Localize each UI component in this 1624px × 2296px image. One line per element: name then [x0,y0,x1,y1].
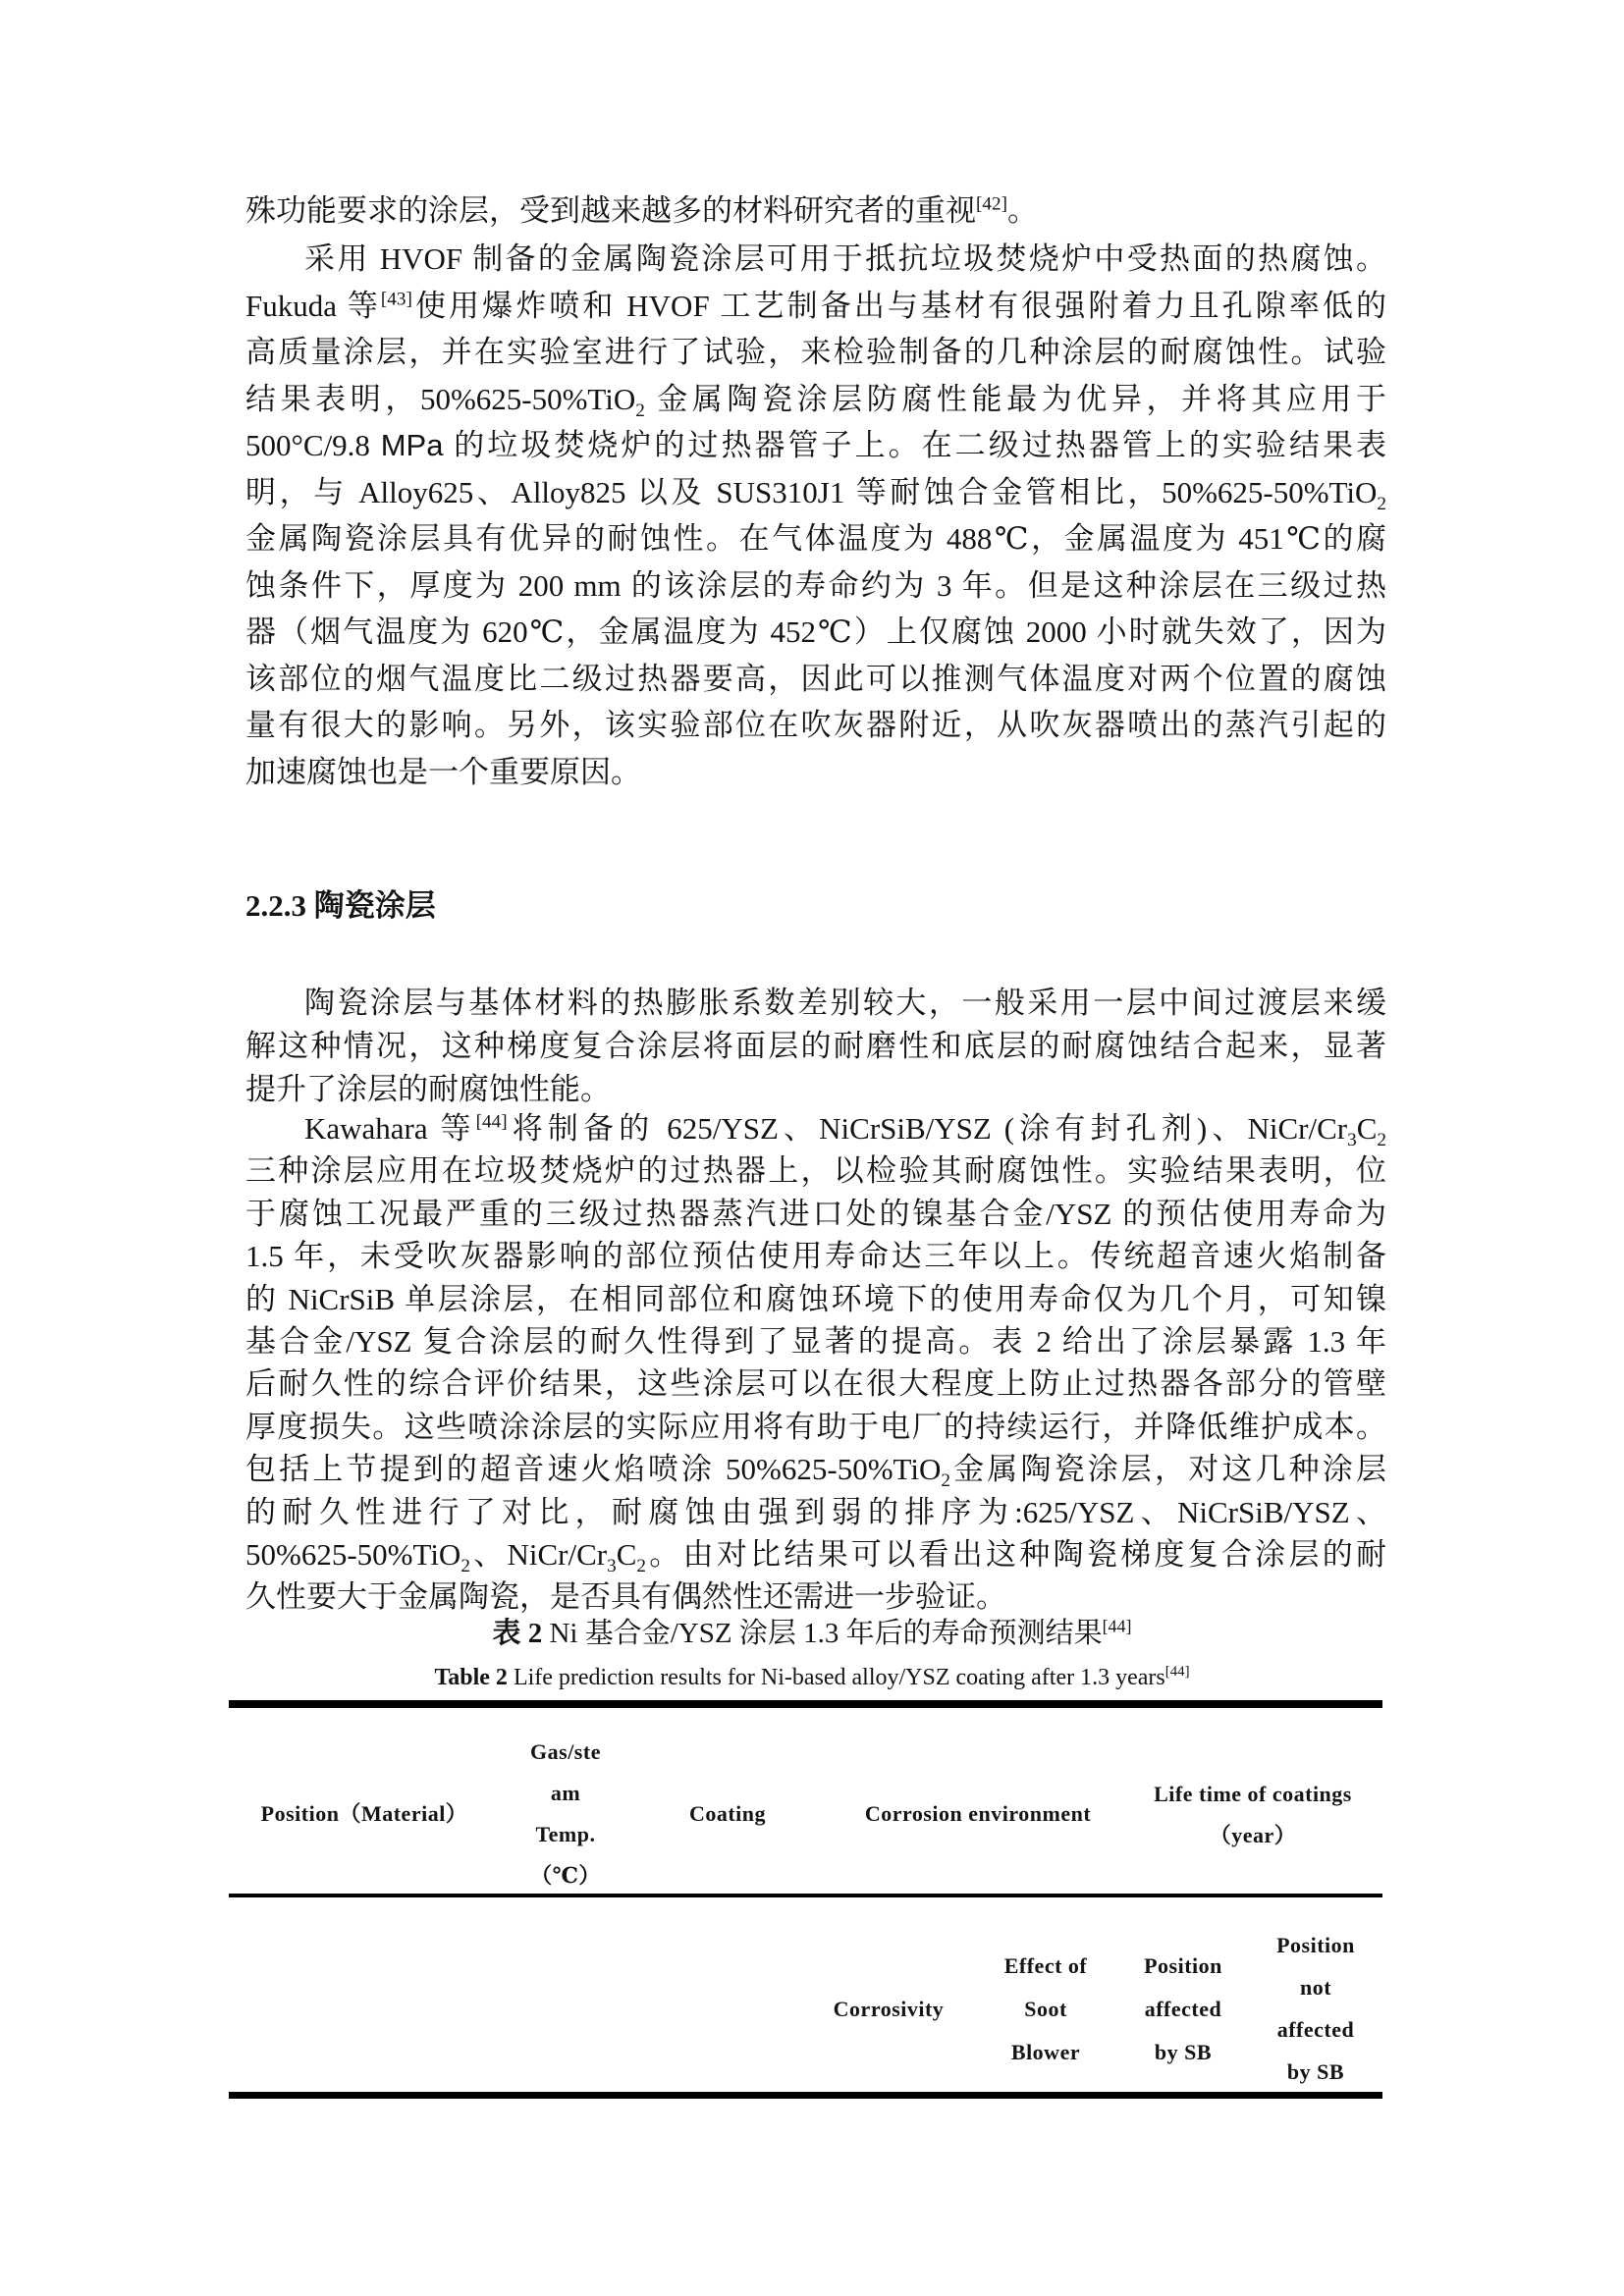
text-line [245,1533,1386,1575]
text-line [245,1362,1386,1405]
text-segment: 500°C/9.8 [245,428,381,462]
text-segment: 明，与 Alloy625、Alloy825 以及 SUS310J1 等耐蚀合金管相比，50%625-50%TiO [245,474,1378,509]
text-line [245,469,1386,516]
text-segment: 金属陶瓷涂层防腐性能最为优异，并将其应用于 [644,381,1386,416]
citation-ref: [44] [1164,1664,1190,1680]
text-segment: 解这种情况，这种梯度复合涂层将面层的耐磨性和底层的耐腐蚀结合起来，显著 [245,1029,1386,1063]
subscript: 2 [941,1470,950,1492]
text-segment: 结果表明，50%625-50%TiO [245,381,636,416]
text-line [245,188,1386,234]
subscript: 3 [1347,1130,1357,1151]
text-segment: C [1356,1111,1378,1146]
table-header-position-affected-by-sb: Position affected by SB [1144,1953,1222,2064]
text-segment: 于腐蚀工况最严重的三级过热器蒸汽进口处的镍基合金/YSZ 的预估使用寿命为 [245,1196,1386,1231]
citation-ref: [44] [1102,1616,1132,1636]
table-header-corrosion-environment: Corrosion environment [864,1801,1092,1826]
text-line [245,1448,1386,1490]
text-segment: Fukuda 等 [245,288,381,323]
text-line [245,656,1386,703]
text-line [245,1025,1386,1068]
text-line [245,982,1386,1025]
table-rule-top [229,1700,1382,1708]
text-segment: 使用爆炸喷和 HVOF 工艺制备出与基材有很强附着力且孔隙率低的 [411,288,1386,323]
table-header-corrosivity: Corrosivity [833,1997,945,2021]
text-line [245,376,1386,423]
text-segment: 加速腐蚀也是一个重要原因。 [245,754,641,789]
text-segment: 后耐久性的综合评价结果，这些涂层可以在很大程度上防止过热器各部分的管壁 [245,1366,1386,1402]
text-segment: MPa [380,428,444,462]
table-header-coating: Coating [688,1801,767,1826]
table-rule-middle [229,1894,1382,1897]
table-caption-en-text: Life prediction results for Ni-based alloy/YSZ coating after 1.3 years [507,1665,1165,1690]
text-segment: 1.5 年，未受吹灰器影响的部位预估使用寿命达三年以上。传统超音速火焰制备 [245,1239,1386,1274]
text-segment: 的耐久性进行了对比，耐腐蚀由强到弱的排序为:625/YSZ、NiCrSiB/YSZ、 [245,1494,1386,1529]
text-segment: 金属陶瓷涂层，对这几种涂层 [949,1452,1386,1487]
subscript: 2 [1377,493,1386,514]
text-segment: C [616,1537,637,1573]
text-line [245,1406,1386,1448]
text-line [245,609,1386,656]
text-segment: 基合金/YSZ 复合涂层的耐久性得到了显著的提高。表 2 给出了涂层暴露 1.3 年 [245,1324,1386,1360]
table-header-position-not-affected-by-sb: Position not affected by SB [1276,1933,1355,2084]
table-caption-en [0,1661,1624,1694]
text-segment: 殊功能要求的涂层，受到越来越多的材料研究者的重视 [245,193,976,228]
text-segment: 蚀条件下，厚度为 200 mm 的该涂层的寿命约为 3 年。但是这种涂层在三级过热 [245,567,1386,603]
text-line [245,236,1386,283]
table-header-position-material: Position（Material） [260,1801,468,1826]
text-line [245,1235,1386,1277]
text-segment: 。 [1007,193,1038,228]
text-segment: 金属陶瓷涂层具有优异的耐蚀性。在气体温度为 488℃，金属温度为 451℃的腐 [245,521,1386,556]
subscript: 2 [460,1556,470,1577]
text-line [245,1149,1386,1192]
text-segment: 的 NiCrSiB 单层涂层，在相同部位和腐蚀环境下的使用寿命仅为几个月，可知镍 [245,1281,1386,1316]
table-caption-zh-text: Ni 基合金/YSZ 涂层 1.3 年后的寿命预测结果 [542,1618,1103,1649]
text-line [245,329,1386,376]
paragraph-continuation [245,188,1386,234]
text-line [245,749,1386,796]
text-segment: 陶瓷涂层与基体材料的热膨胀系数差别较大，一般采用一层中间过渡层来缓 [304,986,1386,1020]
text-line [245,1193,1386,1235]
text-line [245,702,1386,749]
table-caption-en-label: Table 2 [434,1665,508,1690]
paragraph-ceramic-intro [245,982,1386,1111]
table-header-effect-soot-blower: Effect of Soot Blower [1003,1953,1088,2064]
text-segment: 采用 HVOF 制备的金属陶瓷涂层可用于抵抗垃圾焚烧炉中受热面的热腐蚀。 [304,241,1386,276]
text-segment: 该部位的烟气温度比二级过热器要高，因此可以推测气体温度对两个位置的腐蚀 [245,661,1386,696]
section-heading-2-2-3: 2.2.3 陶瓷涂层 [245,888,436,923]
citation-ref: [44] [475,1111,508,1133]
text-segment: 提升了涂层的耐腐蚀性能。 [245,1072,611,1106]
text-segment: 。由对比结果可以看出这种陶瓷梯度复合涂层的耐 [646,1537,1387,1573]
subscript: 2 [1377,1130,1386,1151]
text-line [245,1575,1386,1618]
text-line [245,1491,1386,1533]
text-segment: 久性要大于金属陶瓷，是否具有偶然性还需进一步验证。 [245,1579,1006,1615]
text-segment: 量有很大的影响。另外，该实验部位在吹灰器附近，从吹灰器喷出的蒸汽引起的 [245,708,1386,742]
text-segment: 的垃圾焚烧炉的过热器管子上。在二级过热器管上的实验结果表 [443,428,1387,462]
text-segment: 将制备的 625/YSZ、NiCrSiB/YSZ (涂有封孔剂)、NiCr/Cr [507,1111,1348,1146]
text-line [245,1278,1386,1320]
table-caption-zh [0,1616,1624,1651]
text-line [245,283,1386,330]
text-line [245,422,1386,469]
text-segment: 高质量涂层，并在实验室进行了试验，来检验制备的几种涂层的耐腐蚀性。试验 [245,335,1386,369]
text-segment: 三种涂层应用在垃圾焚烧炉的过热器上，以检验其耐腐蚀性。实验结果表明，位 [245,1153,1386,1189]
text-line [245,515,1386,562]
text-line [245,1107,1386,1149]
text-segment: Kawahara 等 [304,1111,476,1146]
subscript: 3 [607,1556,617,1577]
text-line [245,1320,1386,1362]
text-segment: 50%625-50%TiO [245,1537,461,1573]
text-segment: 、NiCr/Cr [469,1537,608,1573]
paragraph-kawahara-study [245,1107,1386,1619]
table-rule-bottom [229,2092,1382,2099]
citation-ref: [42] [976,193,1007,215]
citation-ref: [43] [380,289,412,310]
subscript: 2 [635,400,645,421]
text-segment: 厚度损失。这些喷涂涂层的实际应用将有助于电厂的持续运行，并降低维护成本。 [245,1409,1386,1444]
paragraph-hvof-cermet [245,236,1386,795]
table-header-lifetime: Life time of coatings （year） [1154,1782,1352,1847]
text-line [245,1068,1386,1111]
table-header-gas-steam-temp: Gas/ste am Temp. （℃） [530,1739,601,1888]
table-caption-zh-label: 表 2 [492,1618,543,1649]
text-segment: 器（烟气温度为 620℃，金属温度为 452℃）上仅腐蚀 2000 小时就失效了，因为 [245,614,1386,649]
text-segment: 包括上节提到的超音速火焰喷涂 50%625-50%TiO [245,1452,942,1487]
subscript: 2 [636,1556,647,1577]
text-line [245,562,1386,610]
